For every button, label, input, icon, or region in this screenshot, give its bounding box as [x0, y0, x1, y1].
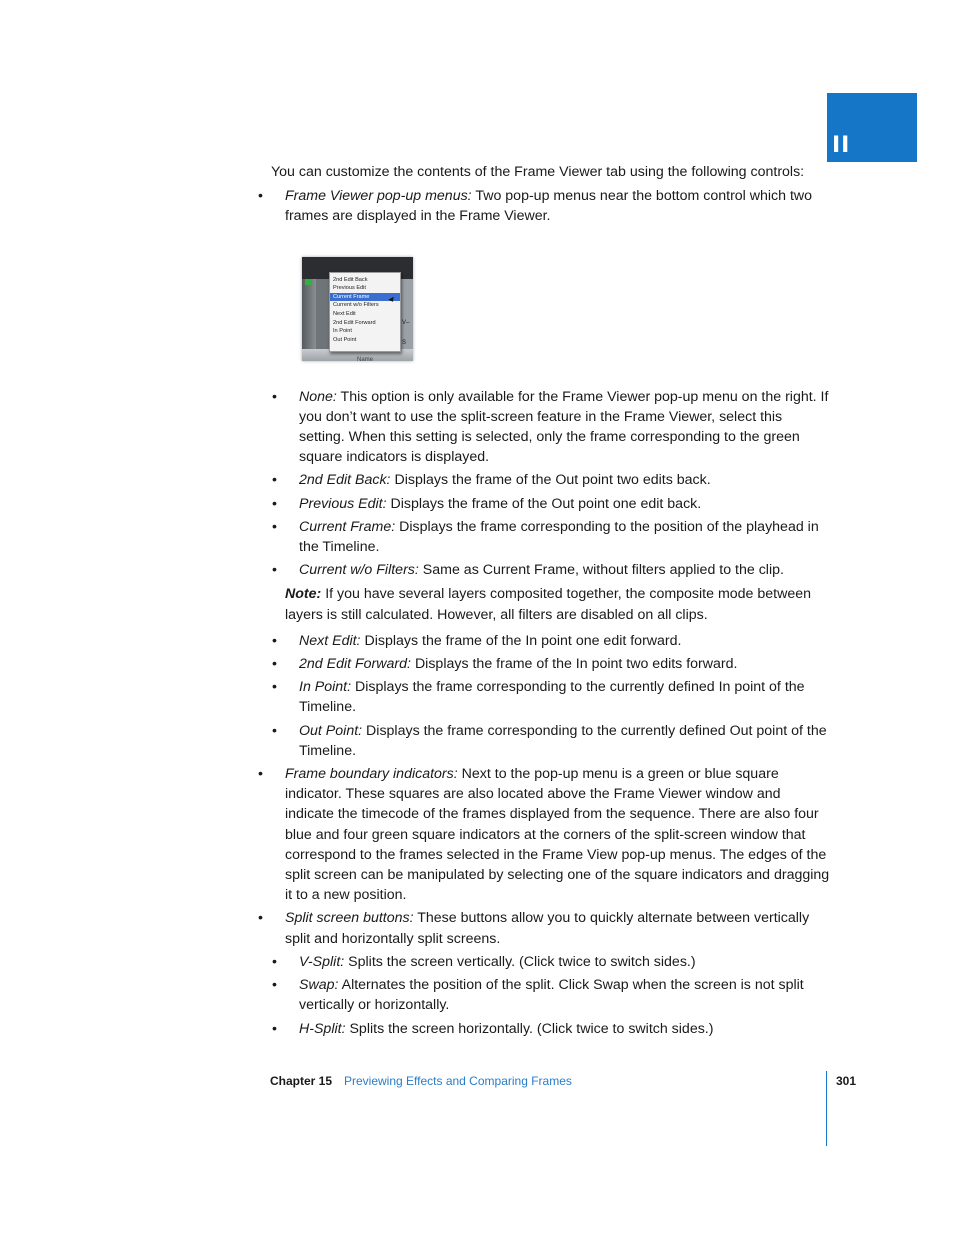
option-term: H-Split:: [299, 1020, 346, 1037]
split-label: V–S: [402, 319, 410, 346]
list-item: [285, 387, 831, 468]
term-boundary-indicators: Frame boundary indicators:: [285, 766, 458, 783]
screenshot-left-panel: [302, 279, 316, 349]
option-desc: Same as Current Frame, without filters applied to the clip.: [422, 562, 784, 579]
list-item: [285, 654, 831, 674]
option-desc: Displays the frame of the Out point two edits back.: [394, 472, 711, 489]
frame-viewer-popup-menu: [329, 272, 401, 352]
note-label: Note:: [285, 586, 322, 603]
term-split-buttons: Split screen buttons:: [285, 910, 414, 927]
figure-container: [285, 235, 831, 375]
option-desc: This option is only available for the Frame Viewer pop-up menu on the right. If you don’t want to use the split-screen feature in the Frame Viewer, select this setting. When this setting is selected, only the frame corresponding to the green square indicators is displayed.: [299, 388, 829, 466]
option-term: In Point:: [299, 679, 352, 696]
option-desc: Displays the frame corresponding to the currently defined In point of the Timeline.: [299, 679, 805, 716]
option-term: 2nd Edit Back:: [299, 472, 391, 489]
option-term: 2nd Edit Forward:: [299, 656, 411, 673]
list-item: [285, 631, 831, 651]
menu-item-next-edit: Next Edit: [333, 310, 356, 317]
popup-menu-screenshot: [302, 257, 413, 361]
part-tab-label: II: [832, 133, 851, 158]
option-term: None:: [299, 388, 337, 405]
option-term: Out Point:: [299, 722, 363, 739]
list-item: [285, 517, 831, 557]
part-tab: [827, 93, 917, 162]
list-item: [285, 952, 831, 972]
option-desc: Splits the screen horizontally. (Click twice to switch sides.): [349, 1020, 714, 1037]
menu-item-out-point: Out Point: [333, 336, 357, 343]
option-desc: Splits the screen vertically. (Click twice to switch sides.): [348, 953, 696, 970]
option-term: Current w/o Filters:: [299, 562, 419, 579]
menu-item-current-frame: Current Frame: [330, 293, 400, 302]
split-options-list: [285, 952, 831, 1039]
intro-paragraph: You can customize the contents of the Frame Viewer tab using the following controls:: [271, 164, 805, 180]
list-item: [285, 494, 831, 514]
option-desc: Displays the frame corresponding to the position of the playhead in the Timeline.: [299, 518, 819, 556]
menu-item-2nd-edit-back: 2nd Edit Back: [333, 276, 368, 283]
footer-chapter: Chapter 15: [270, 1074, 333, 1088]
menu-item-previous-edit: Previous Edit: [333, 285, 366, 292]
page-body: [271, 162, 831, 1042]
footer-divider: [826, 1071, 827, 1146]
list-item-popup-menus: [271, 186, 831, 580]
list-item: [285, 1019, 831, 1039]
list-item: [285, 560, 831, 580]
desc-popup-menus: Two pop-up menus near the bottom control which two frames are displayed in the Frame Viewer.: [285, 188, 813, 225]
page-number: 301: [836, 1074, 857, 1088]
list-item: [285, 677, 831, 717]
option-desc: Displays the frame of the In point two edits forward.: [414, 656, 738, 673]
popup-options-list-a: [285, 387, 831, 581]
option-term: Swap:: [299, 977, 339, 994]
footer-chapter-title-link[interactable]: Previewing Effects and Comparing Frames: [344, 1074, 572, 1088]
option-term: Previous Edit:: [299, 495, 387, 512]
option-term: V-Split:: [299, 953, 345, 970]
controls-list-continued: [271, 764, 831, 1039]
option-desc: Alternates the position of the split. Click Swap when the screen is not split vertically or horizontally.: [299, 977, 804, 1014]
note-paragraph: [285, 584, 831, 624]
green-square-indicator: [305, 279, 311, 285]
menu-item-in-point: In Point: [333, 328, 352, 335]
option-desc: Displays the frame of the In point one edit forward.: [364, 632, 682, 649]
list-item: [285, 470, 831, 490]
list-item: [285, 721, 831, 761]
screenshot-right-panel: [401, 279, 413, 349]
list-item-boundary-indicators: [271, 764, 831, 905]
column-label: Name: [357, 356, 374, 361]
option-term: Current Frame:: [299, 518, 396, 535]
list-item: [285, 975, 831, 1015]
note-text: If you have several layers composited together, the composite mode between layers is still calculated. However, all filters are disabled on all clips.: [285, 586, 812, 623]
controls-list: [271, 186, 831, 580]
option-desc: Displays the frame corresponding to the currently defined Out point of the Timeline.: [299, 722, 827, 759]
option-desc: Displays the frame of the Out point one edit back.: [390, 495, 702, 512]
list-item-split-buttons: [271, 908, 831, 1038]
option-term: Next Edit:: [299, 632, 361, 649]
menu-item-current-wo-filters: Current w/o Filters: [333, 302, 379, 309]
desc-split-buttons: These buttons allow you to quickly alternate between vertically split and horizontally split screens.: [285, 910, 810, 947]
desc-boundary-indicators: Next to the pop-up menu is a green or blue square indicator. These squares are also located above the Frame Viewer window and indicate the timecode of the frames displayed from the sequence. There are also four blue and four green square indicators at the corners of the split-screen window that correspond to the frames selected in the Frame View pop-up menus. The edges of the split screen can be manipulated by selecting one of the square indicators and dragging it to a new position.: [285, 766, 830, 904]
popup-options-list-b: [285, 631, 831, 761]
menu-item-2nd-edit-forward: 2nd Edit Forward: [333, 319, 376, 326]
term-popup-menus: Frame Viewer pop-up menus:: [285, 188, 472, 205]
